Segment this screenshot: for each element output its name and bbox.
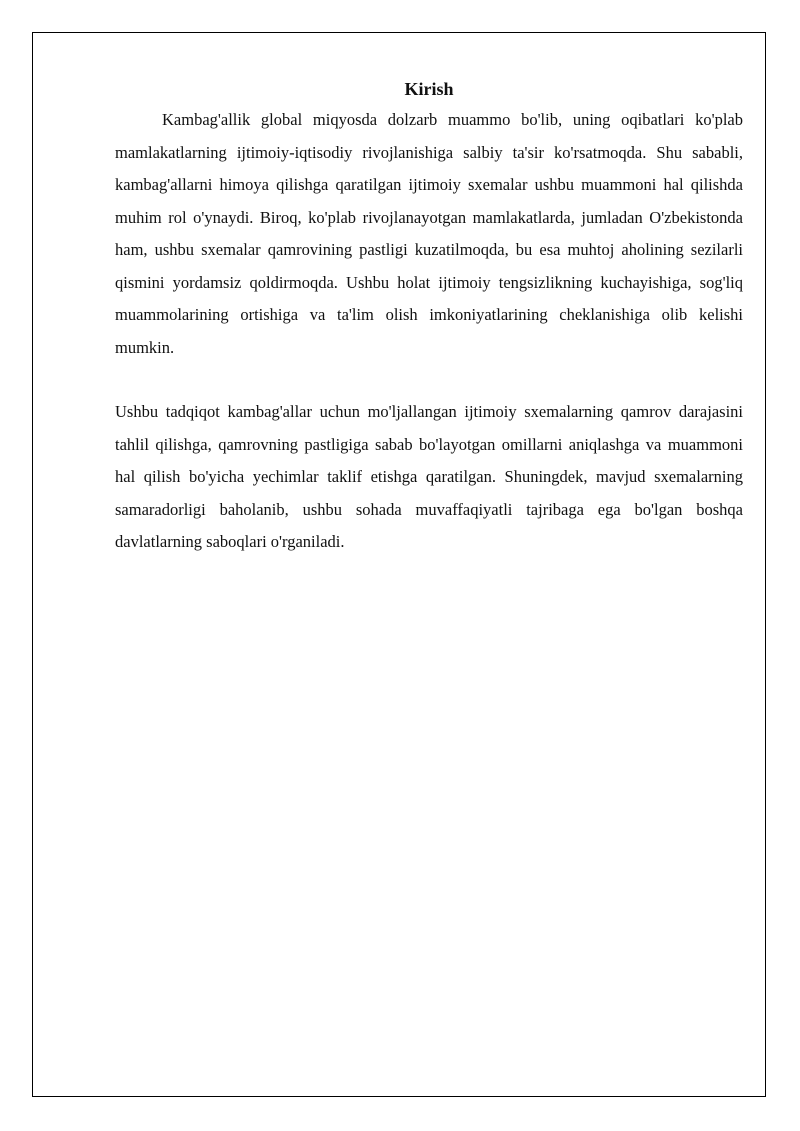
- document-title: Kirish: [404, 79, 454, 99]
- paragraph-research: Ushbu tadqiqot kambag'allar uchun mo'ljallangan ijtimoiy sxemalarning qamrov darajasini tahlil qilishga, qamrovning pastligiga sabab bo'layotgan omillarni aniqlashga va muammoni hal qilish bo'yicha yechimlar taklif etishga qaratilgan. Shuningdek, mavjud sxemalarning samaradorligi baholanib, ushbu sohada muvaffaqiyatli tajribaga ega bo'lgan boshqa davlatlarning saboqlari o'rganiladi.: [115, 402, 743, 551]
- paragraph-gap: [115, 364, 743, 396]
- document-body: [115, 78, 743, 559]
- paragraph-intro: Kambag'allik global miqyosda dolzarb muammo bo'lib, uning oqibatlari ko'plab mamlakatlarning ijtimoiy-iqtisodiy rivojlanishiga salbiy ta'sir ko'rsatmoqda. Shu sababli, kambag'allarni himoya qilishga qaratilgan ijtimoiy sxemalar ushbu muammoni hal qilishda muhim rol o'ynaydi. Biroq, ko'plab rivojlanayotgan mamlakatlarda, jumladan O'zbekistonda ham, ushbu sxemalar qamrovining pastligi kuzatilmoqda, bu esa muhtoj aholining sezilarli qismini yordamsiz qoldirmoqda. Ushbu holat ijtimoiy tengsizlikning kuchayishiga, sog'liq muammolarining ortishiga va ta'lim olish imkoniyatlarining cheklanishiga olib kelishi mumkin.: [115, 110, 743, 357]
